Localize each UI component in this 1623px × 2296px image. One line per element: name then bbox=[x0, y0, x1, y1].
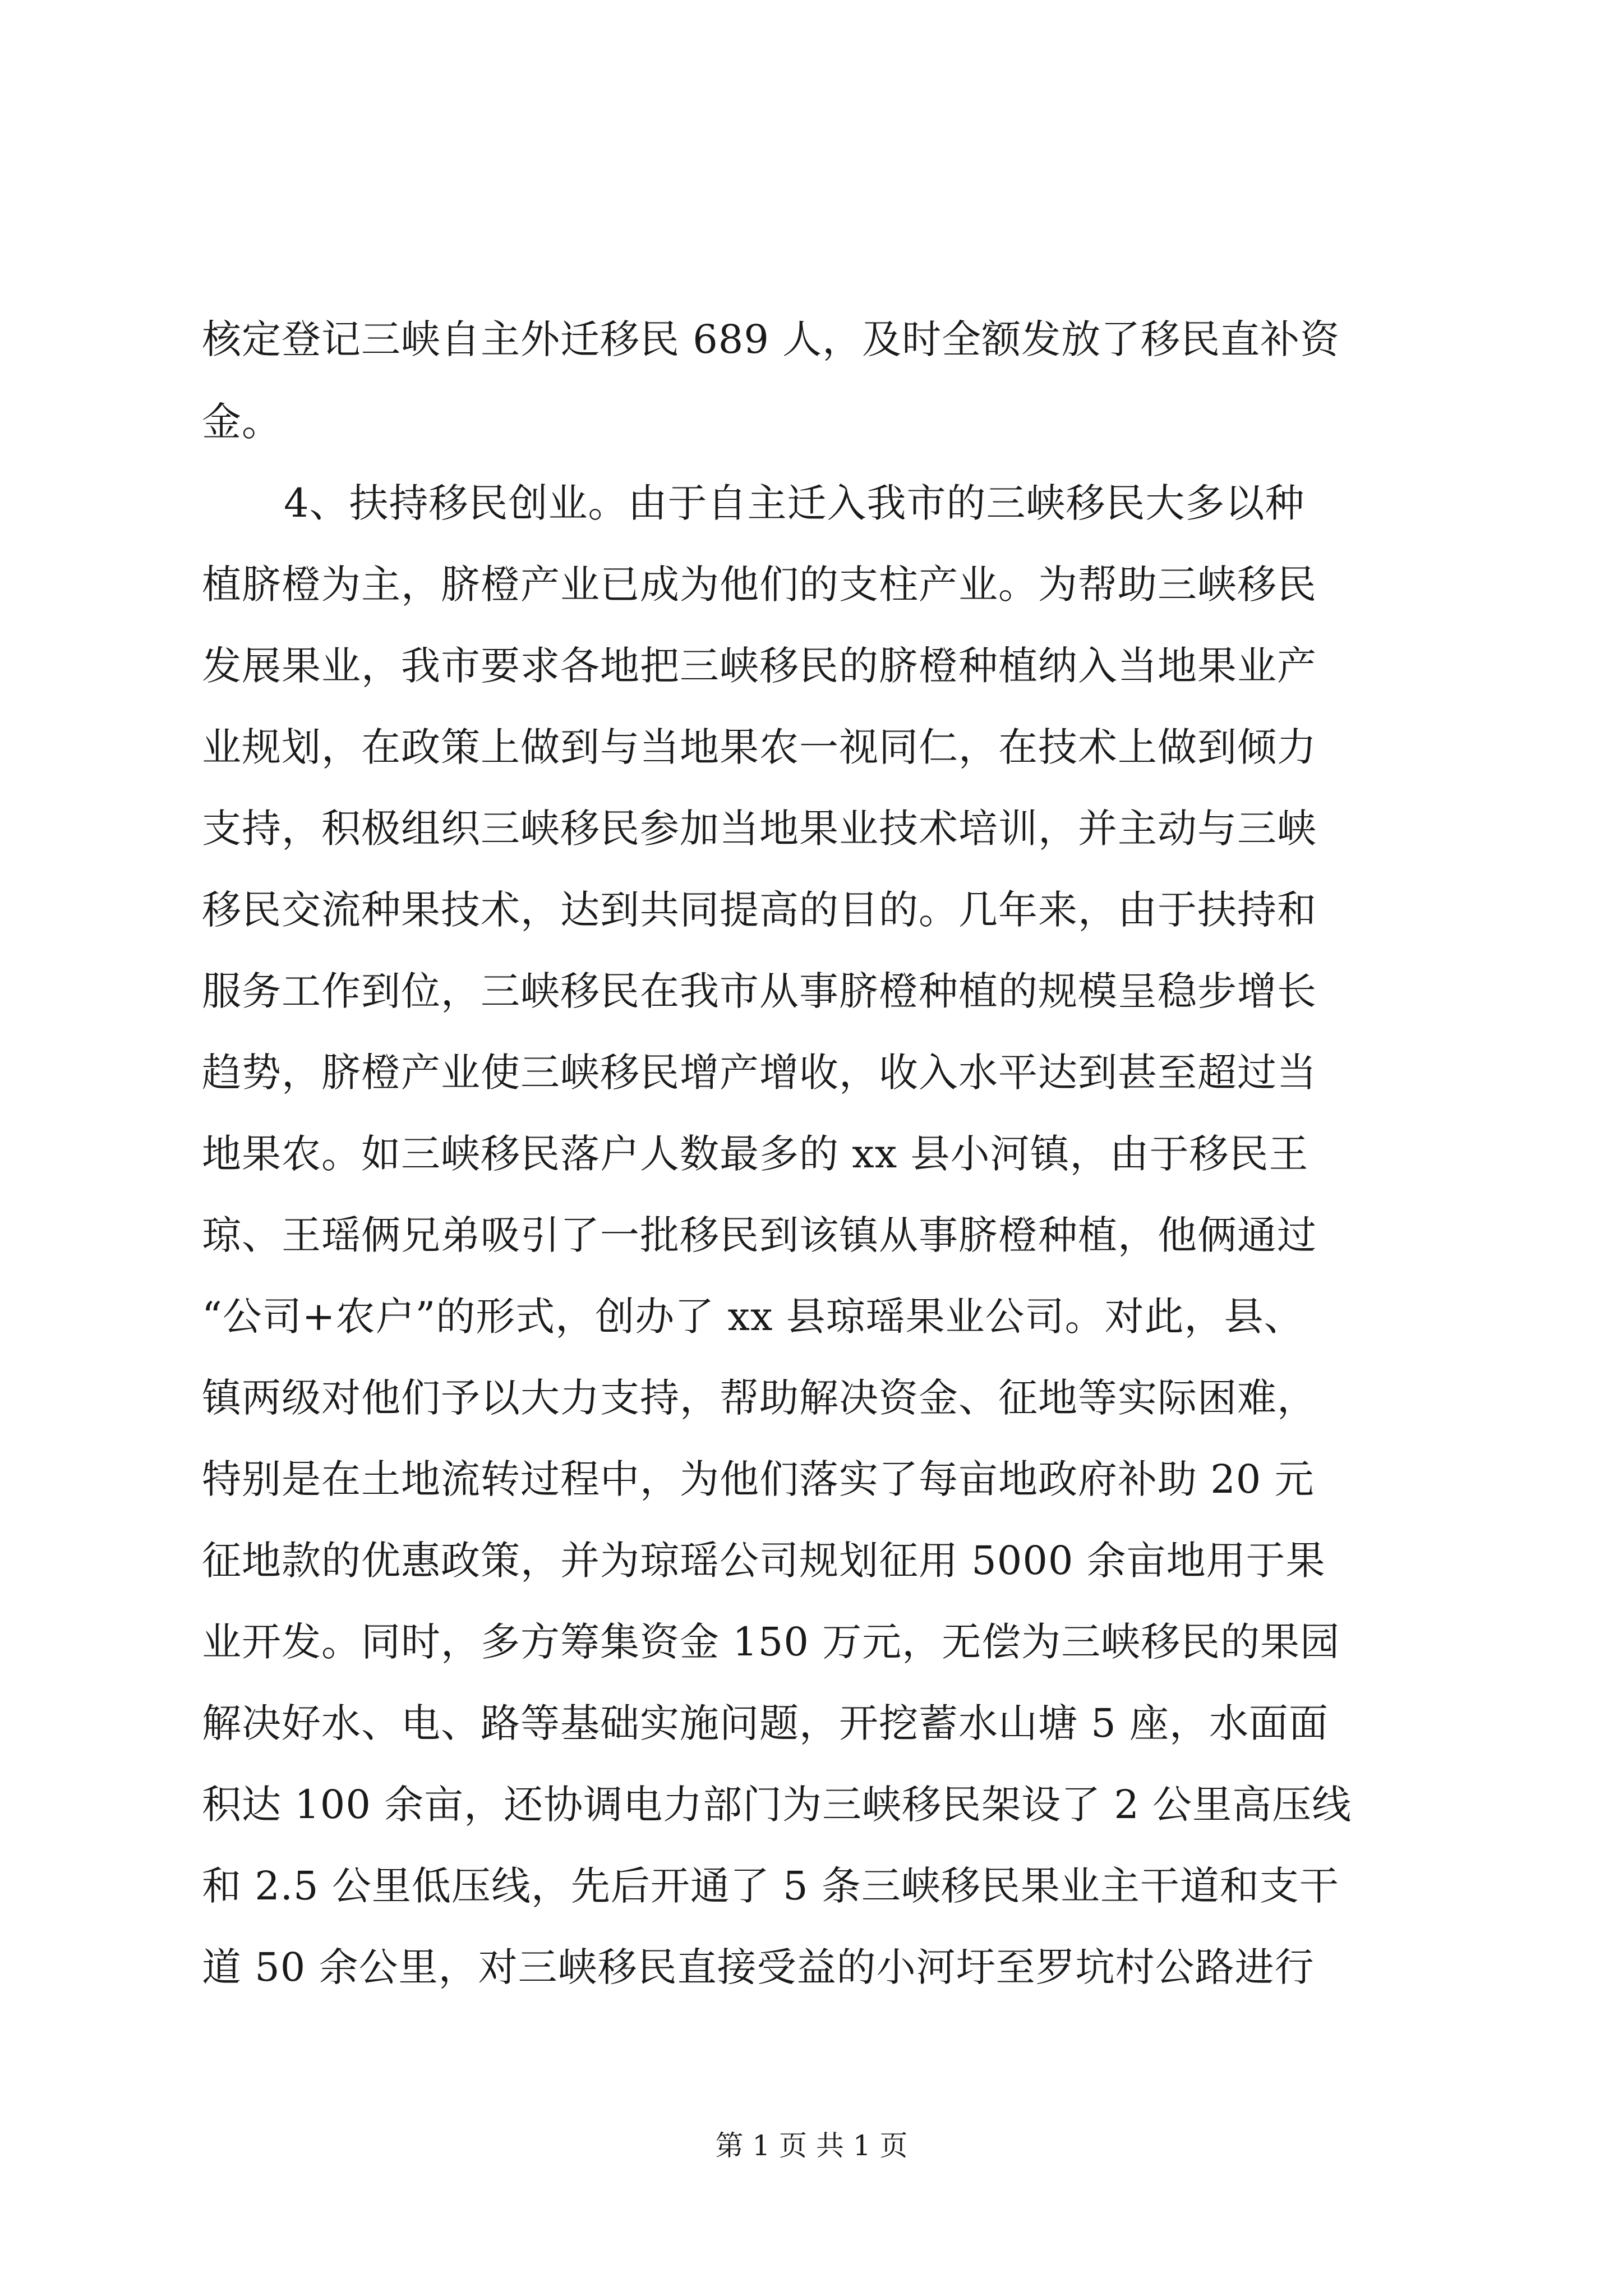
text-line: 服务工作到位，三峡移民在我市从事脐橙种植的规模呈稳步增长 bbox=[202, 968, 1317, 1014]
text-line: 金。 bbox=[202, 399, 282, 445]
page-footer: 第 1 页 共 1 页 bbox=[715, 2129, 908, 2162]
text-line: 特别是在土地流转过程中，为他们落实了每亩地政府补助 20 元 bbox=[202, 1456, 1315, 1502]
text-line: 业规划，在政策上做到与当地果农一视同仁，在技术上做到倾力 bbox=[202, 724, 1317, 770]
text-line: 趋势，脐橙产业使三峡移民增产增收，收入水平达到甚至超过当 bbox=[202, 1050, 1317, 1096]
text-line: 征地款的优惠政策，并为琼瑶公司规划征用 5000 余亩地用于果 bbox=[202, 1538, 1326, 1584]
text-line: 道 50 余公里，对三峡移民直接受益的小河圩至罗坑村公路进行 bbox=[202, 1944, 1315, 1990]
text-line: 发展果业，我市要求各地把三峡移民的脐橙种植纳入当地果业产 bbox=[202, 643, 1317, 689]
text-line: 核定登记三峡自主外迁移民 689 人，及时全额发放了移民直补资 bbox=[202, 316, 1340, 362]
text-line: 植脐橙为主，脐橙产业已成为他们的支柱产业。为帮助三峡移民 bbox=[202, 562, 1317, 608]
text-line: “公司+农户”的形式，创办了 xx 县琼瑶果业公司。对此，县、 bbox=[202, 1294, 1304, 1340]
text-line: 镇两级对他们予以大力支持，帮助解决资金、征地等实际困难， bbox=[202, 1375, 1317, 1421]
text-line: 支持，积极组织三峡移民参加当地果业技术培训，并主动与三峡 bbox=[202, 806, 1317, 852]
text-line: 移民交流种果技术，达到共同提高的目的。几年来，由于扶持和 bbox=[202, 887, 1317, 933]
text-line: 琼、王瑶俩兄弟吸引了一批移民到该镇从事脐橙种植，他俩通过 bbox=[202, 1212, 1317, 1258]
text-line: 地果农。如三峡移民落户人数最多的 xx 县小河镇，由于移民王 bbox=[202, 1131, 1309, 1177]
text-line: 解决好水、电、路等基础实施问题，开挖蓄水山塘 5 座，水面面 bbox=[202, 1700, 1329, 1746]
text-line: 和 2.5 公里低压线，先后开通了 5 条三峡移民果业主干道和支干 bbox=[202, 1863, 1339, 1909]
text-line: 积达 100 余亩，还协调电力部门为三峡移民架设了 2 公里高压线 bbox=[202, 1782, 1352, 1828]
text-line: 4、扶持移民创业。由于自主迁入我市的三峡移民大多以种 bbox=[284, 480, 1305, 526]
text-line: 业开发。同时，多方筹集资金 150 万元，无偿为三峡移民的果园 bbox=[202, 1619, 1340, 1665]
